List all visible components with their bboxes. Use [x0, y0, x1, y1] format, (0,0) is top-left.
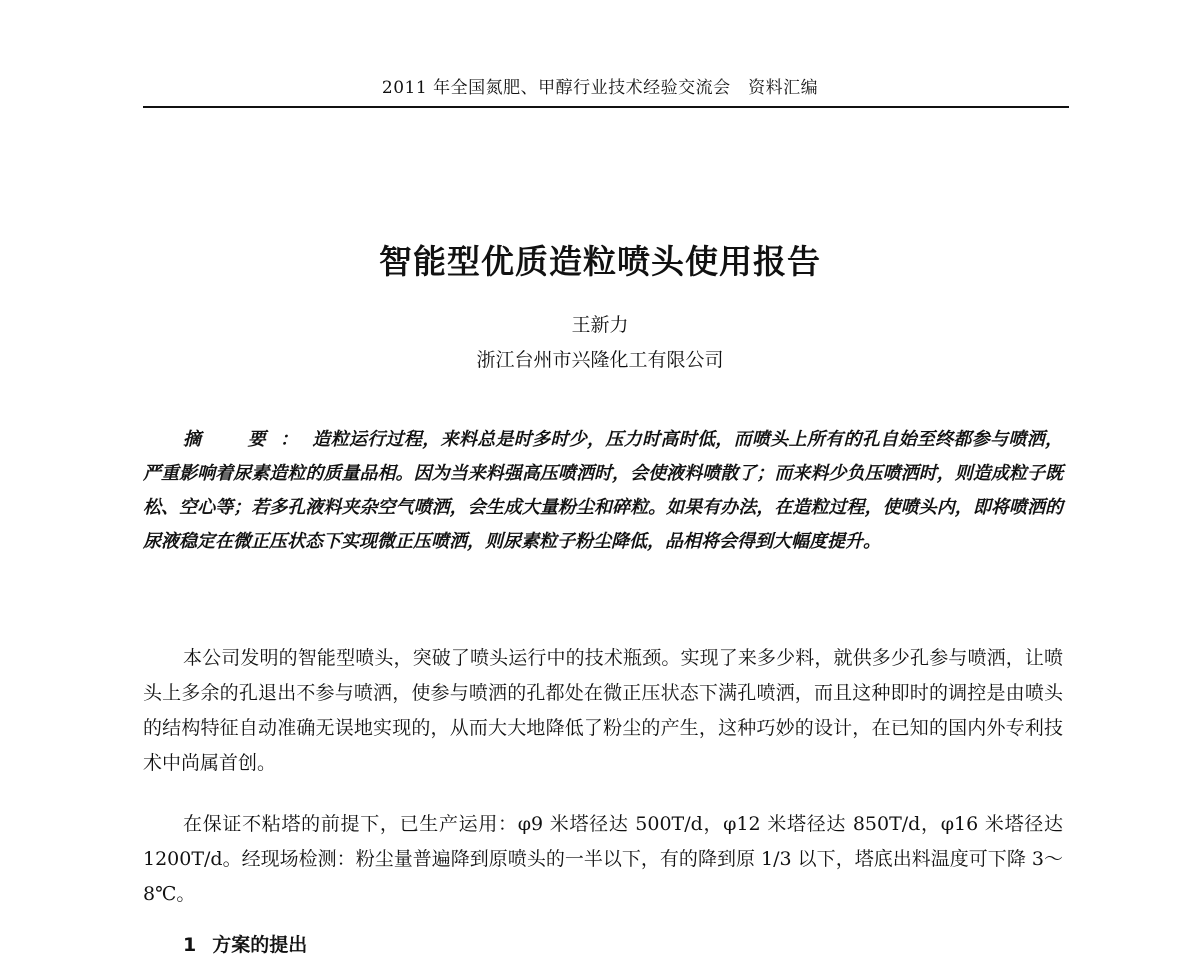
- running-header: 2011 年全国氮肥、甲醇行业技术经验交流会 资料汇编: [381, 78, 819, 98]
- body-paragraph-1: 本公司发明的智能型喷头，突破了喷头运行中的技术瓶颈。实现了来多少料，就供多少孔参与喷洒，让喷头上多余的孔退出不参与喷洒，使参与喷洒的孔都处在微正压状态下满孔喷洒，而且这种即时的调控是由喷头的结构特征自动准确无误地实现的，从而大大地降低了粉尘的产生，这种巧妙的设计，在已知的国内外专利技术中尚属首创。: [143, 647, 1063, 774]
- abstract-label: 摘 要：: [183, 429, 313, 450]
- section-number: 1: [183, 934, 197, 956]
- article-title: 智能型优质造粒喷头使用报告: [379, 242, 821, 281]
- section-title: 方案的提出: [212, 934, 308, 956]
- body-paragraph-2: 在保证不粘塔的前提下，已生产运用：φ9 米塔径达 500T/d，φ12 米塔径达 850T/d，φ16 米塔径达 1200T/d。经现场检测：粉尘量普遍降到原喷头的一半以下，有的降到原 1/3 以下，塔底出料温度可下降 3～8℃。: [143, 813, 1063, 905]
- author-affiliation: 浙江台州市兴隆化工有限公司: [476, 349, 724, 371]
- abstract: [143, 423, 1063, 559]
- abstract-text: 造粒运行过程，来料总是时多时少，压力时高时低，而喷头上所有的孔自始至终都参与喷洒，严重影响着尿素造粒的质量品相。因为当来料强高压喷洒时，会使液料喷散了；而来料少负压喷洒时，则造成粒子既松、空心等；若多孔液料夹杂空气喷洒，会生成大量粉尘和碎粒。如果有办法，在造粒过程，使喷头内，即将喷洒的尿液稳定在微正压状态下实现微正压喷洒，则尿素粒子粉尘降低，品相将会得到大幅度提升。: [143, 429, 1064, 552]
- header-rule: [143, 106, 1069, 108]
- author-name: 王新力: [571, 314, 629, 336]
- section-heading-1: [183, 928, 307, 963]
